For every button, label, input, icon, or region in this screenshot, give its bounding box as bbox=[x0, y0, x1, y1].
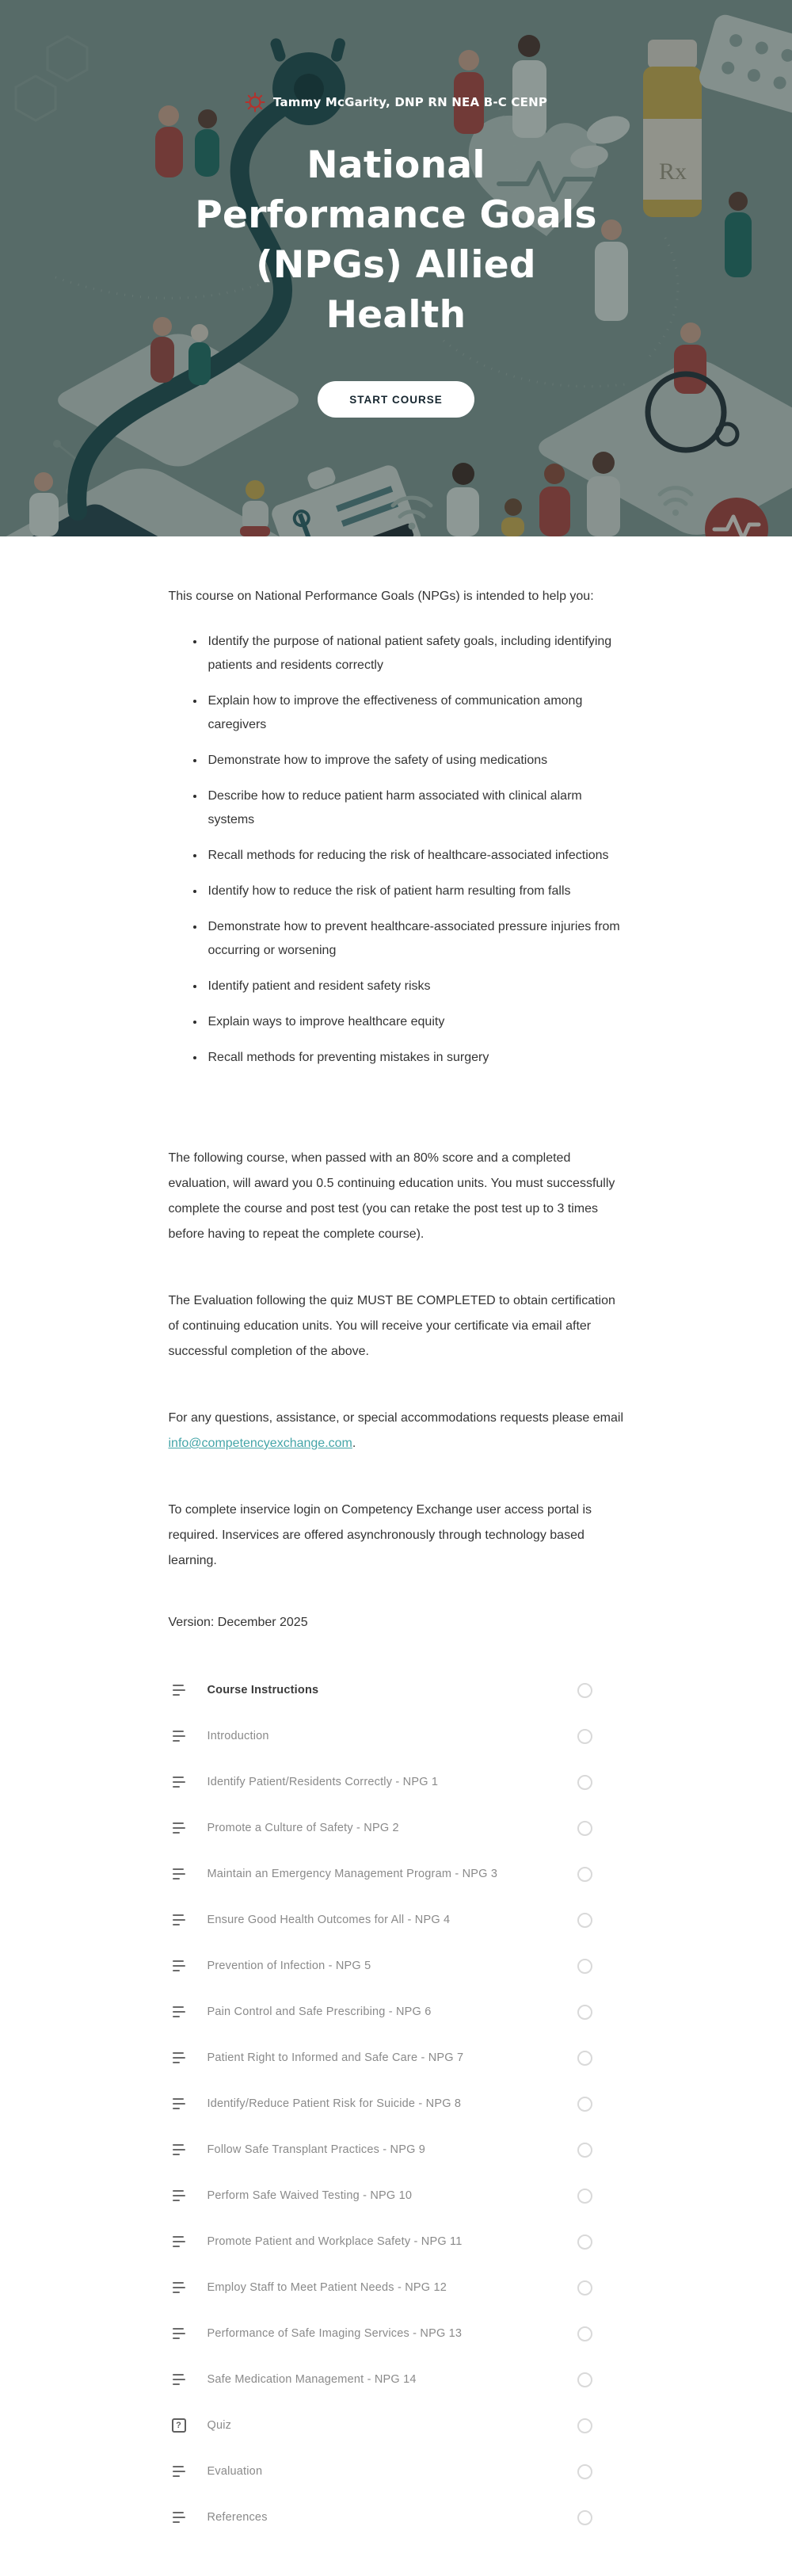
text-lesson-icon bbox=[173, 2190, 186, 2202]
progress-circle-icon bbox=[577, 2510, 592, 2525]
progress-circle-icon bbox=[577, 2189, 592, 2204]
lesson-title: Promote a Culture of Safety - NPG 2 bbox=[207, 1822, 399, 1834]
lesson-row[interactable] bbox=[169, 1667, 624, 1713]
start-course-button[interactable]: START COURSE bbox=[318, 381, 474, 418]
text-lesson-icon bbox=[173, 1960, 186, 1972]
lesson-title: Perform Safe Waived Testing - NPG 10 bbox=[207, 2189, 413, 2202]
text-lesson-icon bbox=[173, 2512, 186, 2524]
text-lesson-icon bbox=[173, 2144, 186, 2156]
text-lesson-icon bbox=[173, 1914, 186, 1926]
lesson-row[interactable] bbox=[169, 1713, 624, 1759]
course-title-line: National bbox=[307, 143, 485, 187]
lesson-row[interactable] bbox=[169, 2265, 624, 2311]
text-lesson-icon bbox=[173, 2236, 186, 2248]
lesson-title: Follow Safe Transplant Practices - NPG 9 bbox=[207, 2143, 426, 2156]
objective-item: • Explain ways to improve healthcare equity bbox=[205, 1010, 624, 1034]
progress-circle-icon bbox=[577, 1821, 592, 1836]
evaluation-requirement-paragraph: The Evaluation following the quiz MUST BE COMPLETED to obtain certification of continuing education units. You will receive your certificate via email after successful completion of the above. bbox=[168, 1294, 615, 1358]
lesson-title: Quiz bbox=[207, 2419, 232, 2432]
contact-text-after: . bbox=[352, 1437, 356, 1450]
progress-circle-icon bbox=[577, 1775, 592, 1790]
progress-circle-icon bbox=[577, 2005, 592, 2020]
text-lesson-icon bbox=[173, 2328, 186, 2340]
course-author bbox=[245, 92, 547, 113]
text-lesson-icon bbox=[173, 2466, 186, 2478]
text-lesson-icon bbox=[173, 1776, 186, 1788]
progress-circle-icon bbox=[577, 1867, 592, 1882]
lesson-title: Maintain an Emergency Management Program - NPG 3 bbox=[207, 1868, 498, 1880]
progress-circle-icon bbox=[577, 1729, 592, 1744]
lesson-title: Employ Staff to Meet Patient Needs - NPG 12 bbox=[207, 2281, 447, 2294]
progress-circle-icon bbox=[577, 2051, 592, 2066]
objective-item: • Demonstrate how to prevent healthcare-associated pressure injuries from occurring or worsening bbox=[205, 915, 624, 963]
course-title bbox=[0, 140, 792, 340]
quiz-lesson-icon: ? bbox=[172, 2418, 186, 2433]
course-title-line: Performance Goals bbox=[195, 193, 597, 237]
progress-circle-icon bbox=[577, 2418, 592, 2433]
objective-item: • Recall methods for preventing mistakes in surgery bbox=[205, 1046, 624, 1070]
author-name: Tammy McGarity, DNP RN NEA B-C CENP bbox=[272, 95, 548, 109]
objective-item: • Identify patient and resident safety risks bbox=[205, 975, 624, 998]
text-lesson-icon bbox=[173, 1685, 186, 1696]
lesson-row[interactable] bbox=[169, 2494, 624, 2540]
lesson-title: Course Instructions bbox=[207, 1684, 319, 1696]
svg-text:Rx: Rx bbox=[659, 158, 687, 185]
contact-paragraph bbox=[169, 1406, 624, 1456]
text-lesson-icon bbox=[173, 1868, 186, 1880]
lesson-row[interactable] bbox=[169, 1897, 624, 1943]
progress-circle-icon bbox=[577, 2372, 592, 2387]
intro-paragraph: This course on National Performance Goals (NPGs) is intended to help you: bbox=[168, 590, 594, 603]
text-lesson-icon bbox=[173, 1822, 186, 1834]
course-title-line: Health bbox=[326, 293, 466, 337]
lesson-row[interactable] bbox=[169, 2081, 624, 2127]
lesson-title: Safe Medication Management - NPG 14 bbox=[207, 2373, 417, 2386]
objectives-list bbox=[169, 630, 624, 1070]
text-lesson-icon bbox=[173, 2052, 186, 2064]
text-lesson-icon bbox=[173, 2282, 186, 2294]
lesson-title: Identify Patient/Residents Correctly - NPG 1 bbox=[207, 1776, 439, 1788]
objective-item: • Demonstrate how to improve the safety of using medications bbox=[205, 749, 624, 773]
lesson-title: Evaluation bbox=[207, 2465, 263, 2478]
lesson-row[interactable] bbox=[169, 2357, 624, 2402]
lesson-title: Patient Right to Informed and Safe Care - NPG 7 bbox=[207, 2051, 464, 2064]
lesson-row[interactable] bbox=[169, 1989, 624, 2035]
lesson-title: Ensure Good Health Outcomes for All - NPG 4 bbox=[207, 1914, 451, 1926]
hero-banner bbox=[0, 0, 792, 536]
ceu-award-paragraph: The following course, when passed with an 80% score and a completed evaluation, will award you 0.5 continuing education units. You must successfully complete the course and post test (you can retake the post test up to 3 times before having to repeat the complete course). bbox=[168, 1151, 615, 1241]
lesson-title: Pain Control and Safe Prescribing - NPG 6 bbox=[207, 2005, 432, 2018]
contact-text: For any questions, assistance, or special accommodations requests please email bbox=[168, 1411, 624, 1425]
lesson-row[interactable] bbox=[169, 2448, 624, 2494]
lesson-row[interactable] bbox=[169, 2127, 624, 2173]
objective-item: • Identify the purpose of national patient safety goals, including identifying patients and residents correctly bbox=[205, 630, 624, 677]
lesson-row[interactable] bbox=[169, 2311, 624, 2357]
lesson-title: Prevention of Infection - NPG 5 bbox=[207, 1960, 371, 1972]
lesson-row[interactable] bbox=[169, 2173, 624, 2219]
lesson-row[interactable] bbox=[169, 2219, 624, 2265]
progress-circle-icon bbox=[577, 2234, 592, 2250]
lesson-title: Promote Patient and Workplace Safety - NPG 11 bbox=[207, 2235, 463, 2248]
progress-circle-icon bbox=[577, 1959, 592, 1974]
version-label: Version: December 2025 bbox=[168, 1616, 308, 1629]
progress-circle-icon bbox=[577, 1683, 592, 1698]
lesson-row[interactable] bbox=[169, 1759, 624, 1805]
objective-item: • Explain how to improve the effectiveness of communication among caregivers bbox=[205, 689, 624, 737]
inservice-paragraph: To complete inservice login on Competency Exchange user access portal is required. Inservices are offered asynchronously through technology based learning. bbox=[168, 1503, 592, 1567]
text-lesson-icon bbox=[173, 2098, 186, 2110]
text-lesson-icon bbox=[173, 1731, 186, 1742]
lesson-row[interactable] bbox=[169, 1943, 624, 1989]
lesson-title: Performance of Safe Imaging Services - NPG 13 bbox=[207, 2327, 463, 2340]
brand-sun-icon bbox=[245, 92, 265, 113]
objective-item: • Describe how to reduce patient harm associated with clinical alarm systems bbox=[205, 784, 624, 832]
objective-item: • Identify how to reduce the risk of patient harm resulting from falls bbox=[205, 880, 624, 903]
lesson-title: Identify/Reduce Patient Risk for Suicide - NPG 8 bbox=[207, 2097, 462, 2110]
lesson-list bbox=[169, 1667, 624, 2540]
lesson-row[interactable] bbox=[169, 2402, 624, 2448]
progress-circle-icon bbox=[577, 2097, 592, 2112]
lesson-title: Introduction bbox=[207, 1730, 269, 1742]
text-lesson-icon bbox=[173, 2374, 186, 2386]
course-title-line: (NPGs) Allied bbox=[256, 243, 536, 287]
contact-email-link[interactable]: info@competencyexchange.com bbox=[168, 1437, 352, 1450]
lesson-row[interactable] bbox=[169, 2035, 624, 2081]
progress-circle-icon bbox=[577, 2280, 592, 2296]
lesson-row[interactable] bbox=[169, 1805, 624, 1851]
progress-circle-icon bbox=[577, 2143, 592, 2158]
course-description bbox=[169, 536, 624, 2540]
objective-item: • Recall methods for reducing the risk of healthcare-associated infections bbox=[205, 844, 624, 868]
progress-circle-icon bbox=[577, 2326, 592, 2341]
progress-circle-icon bbox=[577, 1913, 592, 1928]
lesson-row[interactable] bbox=[169, 1851, 624, 1897]
text-lesson-icon bbox=[173, 2006, 186, 2018]
progress-circle-icon bbox=[577, 2464, 592, 2479]
lesson-title: References bbox=[207, 2511, 268, 2524]
